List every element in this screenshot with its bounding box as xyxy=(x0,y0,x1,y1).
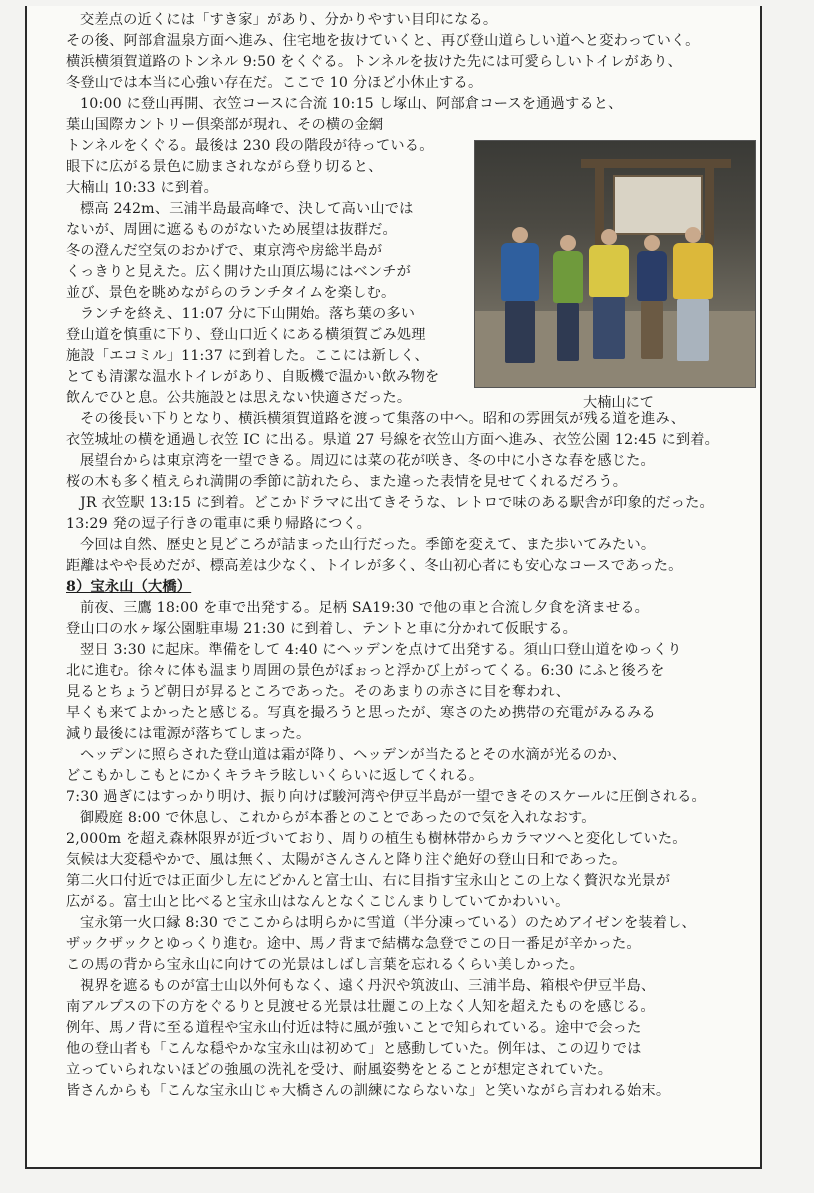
text-line: 視界を遮るものが富士山以外何もなく、遠く丹沢や筑波山、三浦半島、箱根や伊豆半島、 xyxy=(80,978,656,994)
text-line: 葉山国際カントリー倶楽部が現れ、その横の金網 xyxy=(66,117,384,133)
text-line: 2,000m を超え森林限界が近づいており、周りの植生も樹林帯からカラマツへと変化していた。 xyxy=(66,831,687,847)
text-line: 前夜、三鷹 18:00 を車で出発する。足柄 SA19:30 で他の車と合流し夕食を済ませる。 xyxy=(80,600,649,616)
text-line: 登山口の水ヶ塚公園駐車場 21:30 に到着し、テントと車に分かれて仮眠する。 xyxy=(66,621,577,637)
section-heading: 8）宝永山（大橋） xyxy=(66,579,192,595)
text-line: 衣笠城址の横を通過し衣笠 IC に出る。県道 27 号線を衣笠山方面へ進み、衣笠公園 12:45 に到着。 xyxy=(66,432,720,448)
text-line: 南アルプスの下の方をぐるりと見渡せる光景は壮麗この上なく人知を超えたものを感じる。 xyxy=(66,999,655,1015)
sign-post-right xyxy=(705,159,714,245)
hiker-2 xyxy=(553,251,583,303)
summit-sign xyxy=(613,175,703,235)
text-line: 並び、景色を眺めながらのランチタイムを楽しむ。 xyxy=(66,285,396,301)
text-line: 展望台からは東京湾を一望できる。周辺には菜の花が咲き、冬の中に小さな春を感じた。 xyxy=(80,453,655,469)
text-line: 皆さんからも「こんな宝永山じゃ大橋さんの訓練にならないな」と笑いながら言われる始末。 xyxy=(66,1083,671,1099)
text-line: 御殿庭 8:00 で休息し、これからが本番とのことであったので気を入れなおす。 xyxy=(80,810,596,826)
text-line: 気候は大変穏やかで、風は無く、太陽がさんさんと降り注ぐ絶好の登山日和であった。 xyxy=(66,852,627,868)
text-line: 10:00 に登山再開、衣笠コースに合流 10:15 し塚山、阿部倉コースを通過すると、 xyxy=(80,96,623,112)
text-line: 大楠山 10:33 に到着。 xyxy=(66,180,219,196)
text-line: 施設「エコミル」11:37 に到着した。ここには新しく、 xyxy=(66,348,429,364)
text-line: 眼下に広がる景色に励まされながら登り切ると、 xyxy=(66,159,383,175)
text-line: 第二火口付近では正面少し左にどかんと富士山、右に目指す宝永山とこの上なく贅沢な光景が xyxy=(66,873,671,889)
text-line: 13:29 発の逗子行きの電車に乗り帰路につく。 xyxy=(66,516,372,532)
text-line: 翌日 3:30 に起床。準備をして 4:40 にヘッデンを点けて出発する。須山口登山道をゆっくり xyxy=(80,642,682,658)
text-line: 冬の澄んだ空気のおかげで、東京湾や房総半島が xyxy=(66,243,383,259)
hiker-1 xyxy=(501,243,539,301)
text-line: 他の登山者も「こんな穏やかな宝永山は初めて」と感動していた。例年は、この辺りでは xyxy=(66,1041,642,1057)
text-line: ないが、周囲に遮るものがないため展望は抜群だ。 xyxy=(66,222,397,238)
text-line: 標高 242m、三浦半島最高峰で、決して高い山では xyxy=(80,201,414,217)
group-photo xyxy=(474,140,756,388)
text-line: ヘッデンに照らされた登山道は霜が降り、ヘッデンが当たるとその水滴が光るのか、 xyxy=(80,747,627,763)
text-line: JR 衣笠駅 13:15 に到着。どこかドラマに出てきそうな、レトロで味のある駅舎が印象的だった。 xyxy=(80,495,714,511)
text-line: 早くも来てよかったと感じる。写真を撮ろうと思ったが、寒さのため携帯の充電がみるみる xyxy=(66,705,656,721)
text-line: 冬登山では本当に心強い存在だ。ここで 10 分ほど小休止する。 xyxy=(66,75,483,91)
text-line: ザックザックとゆっくり進む。途中、馬ノ背まで結構な急登でこの日一番足が辛かった。 xyxy=(66,936,641,952)
text-line: 今回は自然、歴史と見どころが詰まった山行だった。季節を変えて、また歩いてみたい。 xyxy=(80,537,656,553)
hiker-5 xyxy=(673,243,713,299)
text-line: 減り最後には電源が落ちてしまった。 xyxy=(66,726,311,742)
photo-caption: 大楠山にて xyxy=(583,395,654,411)
text-line: くっきりと見えた。広く開けた山頂広場にはベンチが xyxy=(66,264,412,280)
text-line: 広がる。富士山と比べると宝永山はなんとなくこじんまりしていてかわいい。 xyxy=(66,894,570,910)
text-line: 距離はやや長めだが、標高差は少なく、トイレが多く、冬山初心者にも安心なコースであった。 xyxy=(66,558,683,574)
text-line: 立っていられないほどの強風の洗礼を受け、耐風姿勢をとることが想定されていた。 xyxy=(66,1062,613,1078)
text-line: 横浜横須賀道路のトンネル 9:50 をくぐる。トンネルを抜けた先には可愛らしいトイレがあり、 xyxy=(66,54,683,70)
text-line: 交差点の近くには「すき家」があり、分かりやすい目印になる。 xyxy=(80,12,498,28)
hiker-4 xyxy=(637,251,667,301)
text-line: その後、阿部倉温泉方面へ進み、住宅地を抜けていくと、再び登山道らしい道へと変わっていく。 xyxy=(66,33,700,49)
text-line: 北に進む。徐々に体も温まり周囲の景色がぼぉっと浮かび上がってくる。6:30 にふと後ろを xyxy=(66,663,665,679)
text-line: 見るとちょうど朝日が昇るところであった。そのあまりの赤さに目を奪われ、 xyxy=(66,684,571,700)
sign-beam xyxy=(581,159,731,168)
text-line: トンネルをくぐる。最後は 230 段の階段が待っている。 xyxy=(66,138,434,154)
text-line: 7:30 過ぎにはすっかり明け、振り向けば駿河湾や伊豆半島が一望できそのスケールに圧倒される。 xyxy=(66,789,706,805)
text-line: 宝永第一火口縁 8:30 でここからは明らかに雪道（半分凍っている）のためアイゼンを装着し、 xyxy=(80,915,696,931)
text-line: 桜の木も多く植えられ満開の季節に訪れたら、また違った表情を見せてくれるだろう。 xyxy=(66,474,628,490)
text-line: 例年、馬ノ背に至る道程や宝永山付近は特に風が強いことで知られている。途中で会った xyxy=(66,1020,642,1036)
text-line: この馬の背から宝永山に向けての光景はしばし言葉を忘れるくらい美しかった。 xyxy=(66,957,584,973)
hiker-3 xyxy=(589,245,629,297)
text-line: とても清潔な温水トイレがあり、自販機で温かい飲み物を xyxy=(66,369,440,385)
text-line: どこもかしこもとにかくキラキラ眩しいくらいに返してくれる。 xyxy=(66,768,484,784)
text-line: ランチを終え、11:07 分に下山開始。落ち葉の多い xyxy=(80,306,416,322)
text-line: 飲んでひと息。公共施設とは思えない快適さだった。 xyxy=(66,390,412,406)
text-line: 登山道を慎重に下り、登山口近くにある横須賀ごみ処理 xyxy=(66,327,426,343)
text-line: その後長い下りとなり、横浜横須賀道路を渡って集落の中へ。昭和の雰囲気が残る道を進み、 xyxy=(80,411,686,427)
